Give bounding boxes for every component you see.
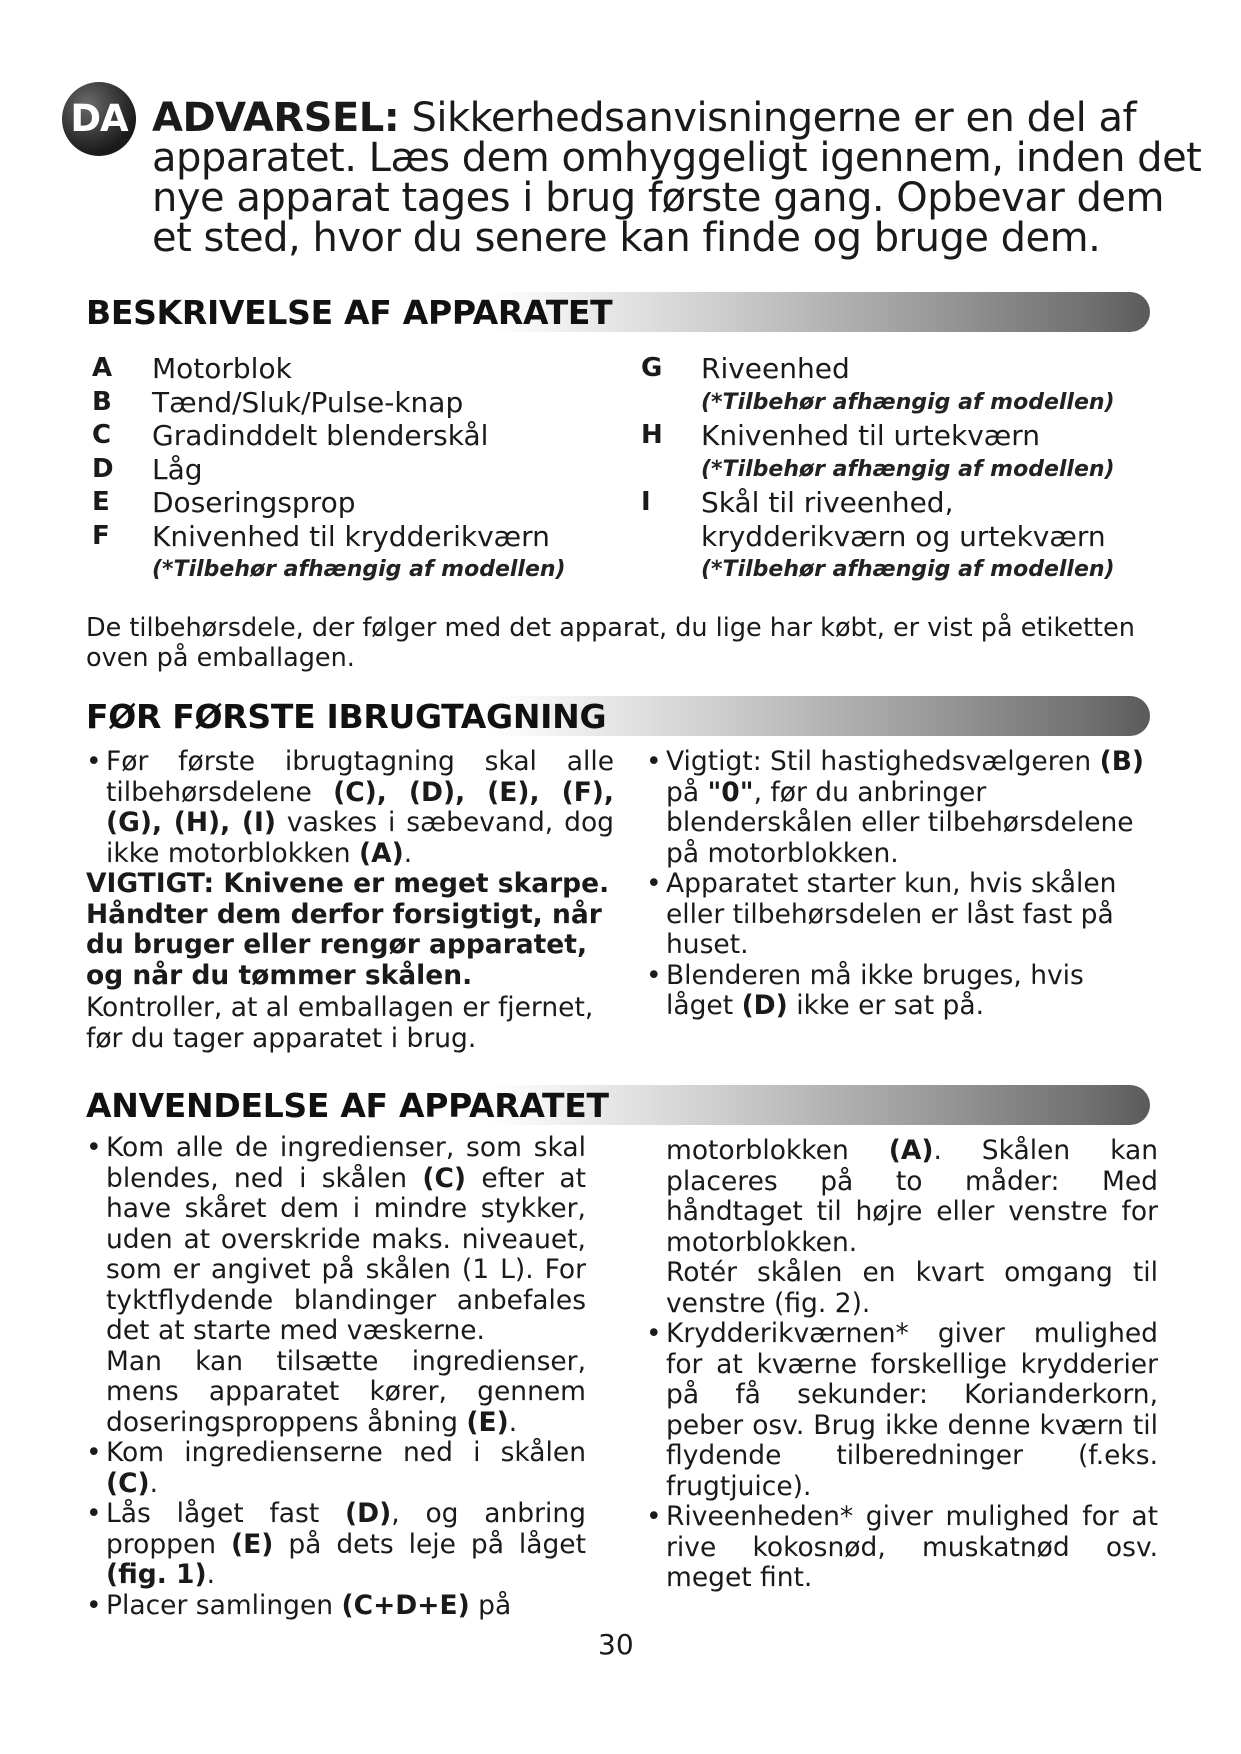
part-letter: H [641, 420, 663, 450]
safety-warning [152, 95, 1212, 261]
part-label: Riveenhed [701, 352, 850, 385]
speed-zero: "0" [707, 776, 754, 808]
part-item [92, 352, 612, 386]
parts-list-left [92, 352, 612, 587]
part-letter: B [92, 386, 112, 417]
part-item [92, 553, 612, 587]
part-item [641, 520, 1201, 554]
text: Riveenheden* giver mulighed for at rive kokosnød, muskatnød osv. meget fint. [666, 1501, 1158, 1593]
rotate-instruction: Rotér skålen en kvart omgang til venstre (fig. 2). [666, 1257, 1158, 1319]
part-label: Gradinddelt blenderskål [152, 419, 489, 452]
before-use-right [646, 747, 1158, 1022]
list-item-continued [646, 1136, 1158, 1258]
text: Lås låget fast [106, 1498, 320, 1529]
text: på [478, 1589, 512, 1621]
part-item [92, 520, 612, 554]
section-title-description: BESKRIVELSE AF APPARATET [86, 293, 613, 332]
list-item-continued: Man kan tilsætte ingredienser, mens apparatet kører, gennem doseringsproppens åbning (E). [106, 1345, 586, 1438]
model-note: (*Tilbehør afhængig af modellen) [701, 389, 1115, 415]
list-item: • Kom ingredienserne ned i skålen (C). [86, 1438, 586, 1499]
list-item [86, 1591, 586, 1622]
part-reference: (A) [888, 1135, 934, 1166]
list-item [646, 747, 1158, 869]
text: , og anbring proppen [106, 1498, 586, 1560]
part-label: Knivenhed til urtekværn [701, 419, 1041, 452]
part-item [641, 386, 1201, 420]
part-label: Doseringsprop [152, 486, 356, 519]
text: Blenderen må ikke bruges, hvis låget [666, 959, 1084, 1021]
part-label: Knivenhed til krydderikværn [152, 519, 550, 553]
usage-right [646, 1136, 1158, 1594]
part-reference: (C), (D), (E), (F), (G), (H), (I) [106, 776, 614, 838]
text: efter at have skåret dem i mindre stykker, uden at overskride maks. niveauet, som er angivet på skålen (1 L). For tyktflydende blandinger anbefales det at starte med væskerne. [106, 1162, 586, 1346]
model-note: (*Tilbehør afhængig af modellen) [701, 456, 1115, 482]
part-label: Skål til riveenhed, [701, 486, 954, 519]
part-reference: (C+D+E) [341, 1589, 470, 1621]
text: på [666, 776, 700, 808]
part-letter: C [92, 420, 112, 450]
packaging-check: Kontroller, at al emballagen er fjernet, før du tager apparatet i brug. [86, 992, 594, 1054]
text: vaskes i sæbevand, dog ikke motorblokken [106, 807, 614, 869]
knife-warning: VIGTIGT: Knivene er meget skarpe. Håndter dem derfor forsigtigt, når du bruger eller rengør apparatet, og når du tømmer skålen. [86, 868, 610, 991]
part-reference: (E) [231, 1528, 274, 1560]
list-item [86, 1133, 586, 1347]
section-title-usage: ANVENDELSE AF APPARATET [86, 1086, 609, 1125]
text: Krydderikværnen* giver mulighed for at kværne forskellige krydderier på få sekunder: Korianderkorn, peber osv. Brug ikke denne kværn til flydende tilberedninger (f.eks. frugtjuice). [666, 1318, 1158, 1502]
accessories-note: De tilbehørsdele, der følger med det apparat, du lige har købt, er vist på etiketten oven på emballagen. [86, 613, 1135, 673]
part-item [641, 419, 1201, 453]
text: Placer samlingen [106, 1589, 334, 1621]
part-reference: (E) [466, 1406, 509, 1438]
text: , før du anbringer blenderskålen eller tilbehørsdelene på motorblokken. [666, 776, 1134, 869]
text: . Skålen kan placeres på to måder: Med håndtaget til højre eller venstre for motorblokken. [666, 1135, 1158, 1258]
part-letter: F [92, 520, 110, 551]
part-reference: (C) [422, 1162, 467, 1194]
part-label: Låg [152, 452, 203, 486]
text: Vigtigt: Stil hastighedsvælgeren [666, 746, 1092, 777]
part-letter: D [92, 453, 114, 484]
part-letter: E [92, 487, 110, 517]
part-reference: (A) [359, 837, 404, 869]
language-badge: DA [62, 82, 136, 156]
part-item [641, 553, 1201, 587]
section-title-before-use: FØR FØRSTE IBRUGTAGNING [86, 697, 607, 736]
part-item [92, 453, 612, 487]
part-item [92, 486, 612, 520]
part-reference: (D) [345, 1498, 392, 1529]
part-item [641, 352, 1201, 386]
list-item: • Før første ibrugtagning skal alle tilbehørsdelene (C), (D), (E), (F), (G), (H), (I) vaskes i sæbevand, dog ikke motorblokken (A). [86, 747, 614, 869]
usage-left [86, 1133, 586, 1621]
text: Apparatet starter kun, hvis skålen eller tilbehørsdelen er låst fast på huset. [666, 868, 1117, 960]
warning-text: Sikkerhedsanvisningerne er en del af apparatet. Læs dem omhyggeligt igennem, inden det nye apparat tages i brug første gang. Opbevar dem et sted, hvor du senere kan finde og bruge dem. [152, 95, 1202, 261]
part-reference: (C) [106, 1467, 150, 1499]
figure-reference: (fig. 1) [106, 1559, 207, 1590]
part-reference: (D) [741, 990, 788, 1021]
part-item [92, 386, 612, 420]
part-letter: G [641, 353, 663, 383]
text: Man kan tilsætte ingredienser, mens apparatet kører, gennem doseringsproppens åbning [106, 1345, 586, 1438]
part-letter: A [92, 353, 113, 383]
text: motorblokken [666, 1135, 849, 1166]
page-number: 30 [598, 1628, 634, 1661]
part-label: Tænd/Sluk/Pulse-knap [152, 385, 464, 419]
part-item [641, 486, 1201, 520]
part-item [92, 419, 612, 453]
part-letter: I [641, 487, 651, 517]
model-note: (*Tilbehør afhængig af modellen) [152, 557, 566, 582]
text: ikke er sat på. [796, 990, 985, 1021]
part-label: Motorblok [152, 352, 292, 385]
model-note: (*Tilbehør afhængig af modellen) [701, 557, 1115, 582]
list-item: • Lås låget fast (D), og anbring proppen (E) på dets leje på låget (fig. 1). [86, 1499, 586, 1591]
warning-label: ADVARSEL: [152, 95, 400, 141]
text: Kom alle de ingredienser, som skal blendes, ned i skålen [106, 1132, 586, 1194]
text: Før første ibrugtagning skal alle tilbehørsdelene [106, 746, 614, 808]
text: Kom ingredienserne ned i skålen [106, 1437, 586, 1468]
list-item [646, 1502, 1158, 1594]
list-item [646, 869, 1158, 961]
list-item [646, 961, 1158, 1022]
part-reference: (B) [1099, 746, 1145, 777]
part-label: krydderikværn og urtekværn [701, 519, 1106, 553]
parts-list-right [641, 352, 1201, 587]
text: på dets leje på låget [288, 1528, 586, 1560]
part-item [641, 453, 1201, 487]
list-item [646, 1319, 1158, 1502]
before-use-left [86, 747, 614, 1054]
